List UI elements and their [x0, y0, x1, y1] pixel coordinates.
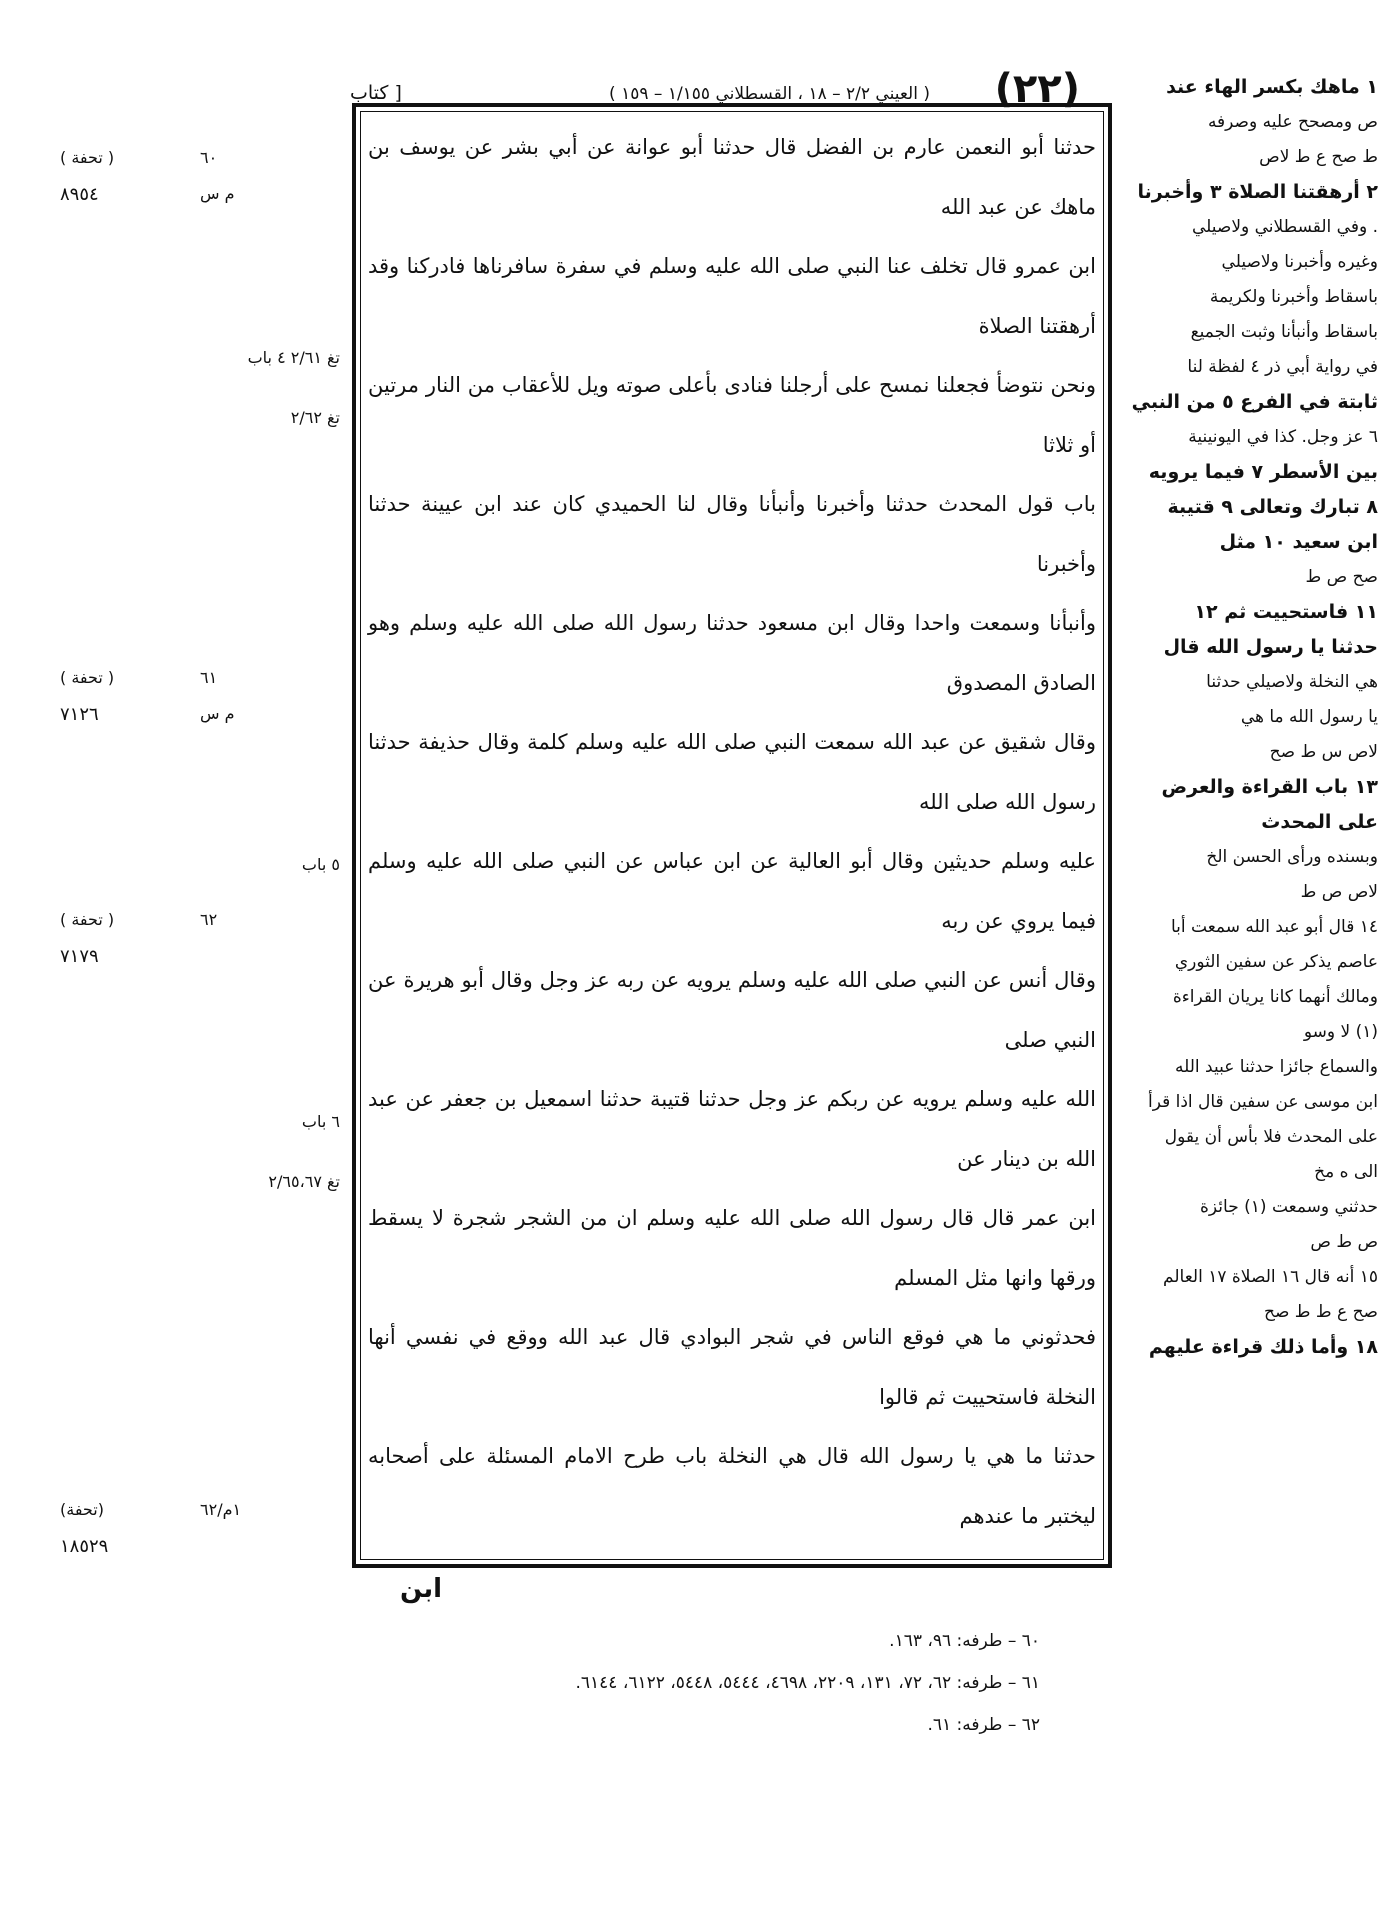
margin-note: ٨ تبارك وتعالى ٩ قتيبة	[1167, 496, 1378, 518]
bab-reference: تغ ٢/٦١ ٤ باب	[247, 348, 340, 367]
margin-note: بين الأسطر ٧ فيما يرويه	[1148, 461, 1378, 483]
margin-note: لاص س ط صح	[1269, 742, 1378, 762]
text-line: وأنبأنا وسمعت واحدا وقال ابن مسعود حدثنا رسول الله صلى الله عليه وسلم وهو الصادق المصدوق	[368, 611, 1096, 695]
margin-note: . وفي القسطلاني ولاصيلي	[1191, 217, 1378, 237]
margin-note: ٢ أرهقتنا الصلاة ٣ وأخبرنا	[1137, 181, 1378, 203]
margin-note: الى ه مخ	[1314, 1162, 1378, 1182]
hadith-number: ٦٠	[200, 148, 218, 167]
commentary-references: ( العيني ٢/٢ – ١٨ ، القسطلاني ١/١٥٥ – ١٥٩ )	[609, 84, 930, 104]
margin-note: عاصم يذكر عن سفين الثوري	[1174, 952, 1378, 972]
margin-note: ١٥ أنه قال ١٦ الصلاة ١٧ العالم	[1163, 1267, 1378, 1287]
page-number: (٢٢)	[994, 66, 1080, 112]
hadith-number: ٦١	[200, 668, 218, 687]
text-line: ابن عمر قال قال رسول الله صلى الله عليه وسلم ان من الشجر شجرة لا يسقط ورقها وانها مثل المسلم	[368, 1206, 1096, 1290]
footnotes	[420, 1620, 1040, 1746]
margin-note: ومالك أنهما كانا يريان القراءة	[1172, 987, 1378, 1007]
margin-note: ص ط ص	[1310, 1232, 1378, 1252]
margin-note: ابن سعيد ١٠ مثل	[1219, 531, 1378, 553]
page-header	[350, 66, 1080, 112]
text-line: الله عليه وسلم يرويه عن ربكم عز وجل حدثنا قتيبة حدثنا اسمعيل بن جعفر عن عبد الله بن دينار عن	[368, 1087, 1096, 1171]
margin-note: على المحدث	[1261, 811, 1378, 833]
margin-note: ثابتة في الفرع ٥ من النبي	[1131, 391, 1378, 413]
text-line: ابن عمرو قال تخلف عنا النبي صلى الله عليه وسلم في سفرة سافرناها فادركنا وقد أرهقتنا الصلاة	[368, 254, 1096, 338]
tuhfa-code: ٧١٧٩	[60, 946, 99, 967]
margin-note: صح ص ط	[1305, 567, 1378, 587]
margin-note: حدثنا يا رسول الله قال	[1163, 636, 1378, 658]
tuhfa-label: ( تحفة )	[60, 668, 115, 687]
text-line: وقال أنس عن النبي صلى الله عليه وسلم يرويه عن ربه عز وجل وقال أبو هريرة عن النبي صلى	[368, 968, 1096, 1052]
margin-note: باسقاط وأنبأنا وثبت الجميع	[1190, 322, 1378, 342]
margin-note: هي النخلة ولاصيلي حدثنا	[1206, 672, 1378, 692]
margin-note: على المحدث فلا بأس أن يقول	[1164, 1127, 1378, 1147]
hadith-number: ١م/٦٢	[200, 1500, 242, 1519]
tuhfa-label: (تحفة)	[60, 1500, 104, 1519]
tuhfa-code: ١٨٥٢٩	[60, 1536, 109, 1557]
text-line: باب قول المحدث حدثنا وأخبرنا وأنبأنا وقال لنا الحميدي كان عند ابن عيينة حدثنا وأخبرنا	[368, 492, 1096, 576]
bab-reference: تغ ٢/٦٥،٦٧	[268, 1172, 340, 1191]
tuhfa-label: ( تحفة )	[60, 910, 115, 929]
bab-reference: تغ ٢/٦٢	[290, 408, 340, 427]
margin-note: ط صح ع ط لاص	[1259, 147, 1378, 167]
footnote: ٦١ – طرفه: ٦٢، ٧٢، ١٣١، ٢٢٠٩، ٤٦٩٨، ٥٤٤٤، ٥٤٤٨، ٦١٢٢، ٦١٤٤.	[575, 1673, 1040, 1693]
tuhfa-code: ٧١٢٦	[60, 704, 99, 725]
footnote: ٦٢ – طرفه: ٦١.	[927, 1715, 1040, 1735]
catchword: ابن	[400, 1574, 443, 1604]
bab-reference: ٥ باب	[301, 855, 340, 874]
text-line: وقال شقيق عن عبد الله سمعت النبي صلى الله عليه وسلم كلمة وقال حذيفة حدثنا رسول الله صلى الله	[368, 730, 1096, 814]
margin-note: باسقاط وأخبرنا ولكريمة	[1209, 287, 1378, 307]
margin-note: ابن موسى عن سفين قال اذا قرأ	[1147, 1092, 1378, 1112]
footnote: ٦٠ – طرفه: ٩٦، ١٦٣.	[889, 1631, 1040, 1651]
margin-note: في رواية أبي ذر ٤ لفظة لنا	[1187, 357, 1378, 377]
text-line: عليه وسلم حديثين وقال أبو العالية عن ابن عباس عن النبي صلى الله عليه وسلم فيما يروي عن ربه	[368, 849, 1096, 933]
margin-note: ١٤ قال أبو عبد الله سمعت أبا	[1170, 917, 1378, 937]
text-line: حدثنا أبو النعمن عارم بن الفضل قال حدثنا أبو عوانة عن أبي بشر عن يوسف بن ماهك عن عبد الله	[368, 135, 1096, 219]
bab-reference: ٦ باب	[301, 1112, 340, 1131]
text-line: ونحن نتوضأ فجعلنا نمسح على أرجلنا فنادى بأعلى صوته ويل للأعقاب من النار مرتين أو ثلاثا	[368, 373, 1096, 457]
margin-note: ١ ماهك بكسر الهاء عند	[1166, 76, 1378, 98]
margin-note: ص ومصحح عليه وصرفه	[1207, 112, 1378, 132]
text-line: حدثنا ما هي يا رسول الله قال هي النخلة باب طرح الامام المسئلة على أصحابه ليختبر ما عندهم	[368, 1444, 1096, 1528]
margin-note: وبسنده ورأى الحسن الخ	[1206, 847, 1378, 867]
hadith-number: ٦٢	[200, 910, 218, 929]
main-text-body	[360, 118, 1104, 1558]
source-marker: م س	[200, 184, 235, 203]
margin-note: وغيره وأخبرنا ولاصيلي	[1221, 252, 1378, 272]
variant-readings-margin	[1120, 70, 1378, 1590]
margin-note: يا رسول الله ما هي	[1240, 707, 1378, 727]
source-marker: م س	[200, 704, 235, 723]
margin-note: ١٣ باب القراءة والعرض	[1161, 776, 1378, 798]
tuhfa-code: ٨٩٥٤	[60, 184, 99, 205]
margin-note: ١١ فاستحييت ثم ١٢	[1194, 601, 1378, 623]
margin-note: والسماع جائزا حدثنا عبيد الله	[1174, 1057, 1378, 1077]
text-line	[368, 1546, 1096, 1558]
tuhfa-label: ( تحفة )	[60, 148, 115, 167]
margin-note: حدثني وسمعت (١) جائزة	[1200, 1197, 1378, 1217]
margin-note: (١) لا وسو	[1303, 1022, 1378, 1042]
margin-note: لاص ص ط	[1300, 882, 1378, 902]
book-label: [ كتاب	[350, 82, 402, 104]
margin-note: صح ع ط ط صح	[1263, 1302, 1378, 1322]
margin-note: ٦ عز وجل. كذا في اليونينية	[1188, 427, 1378, 447]
text-line: فحدثوني ما هي فوقع الناس في شجر البوادي قال عبد الله ووقع في نفسي أنها النخلة فاستحييت ثم قالوا	[368, 1325, 1096, 1409]
margin-note: ١٨ وأما ذلك قراءة عليهم	[1148, 1336, 1378, 1358]
